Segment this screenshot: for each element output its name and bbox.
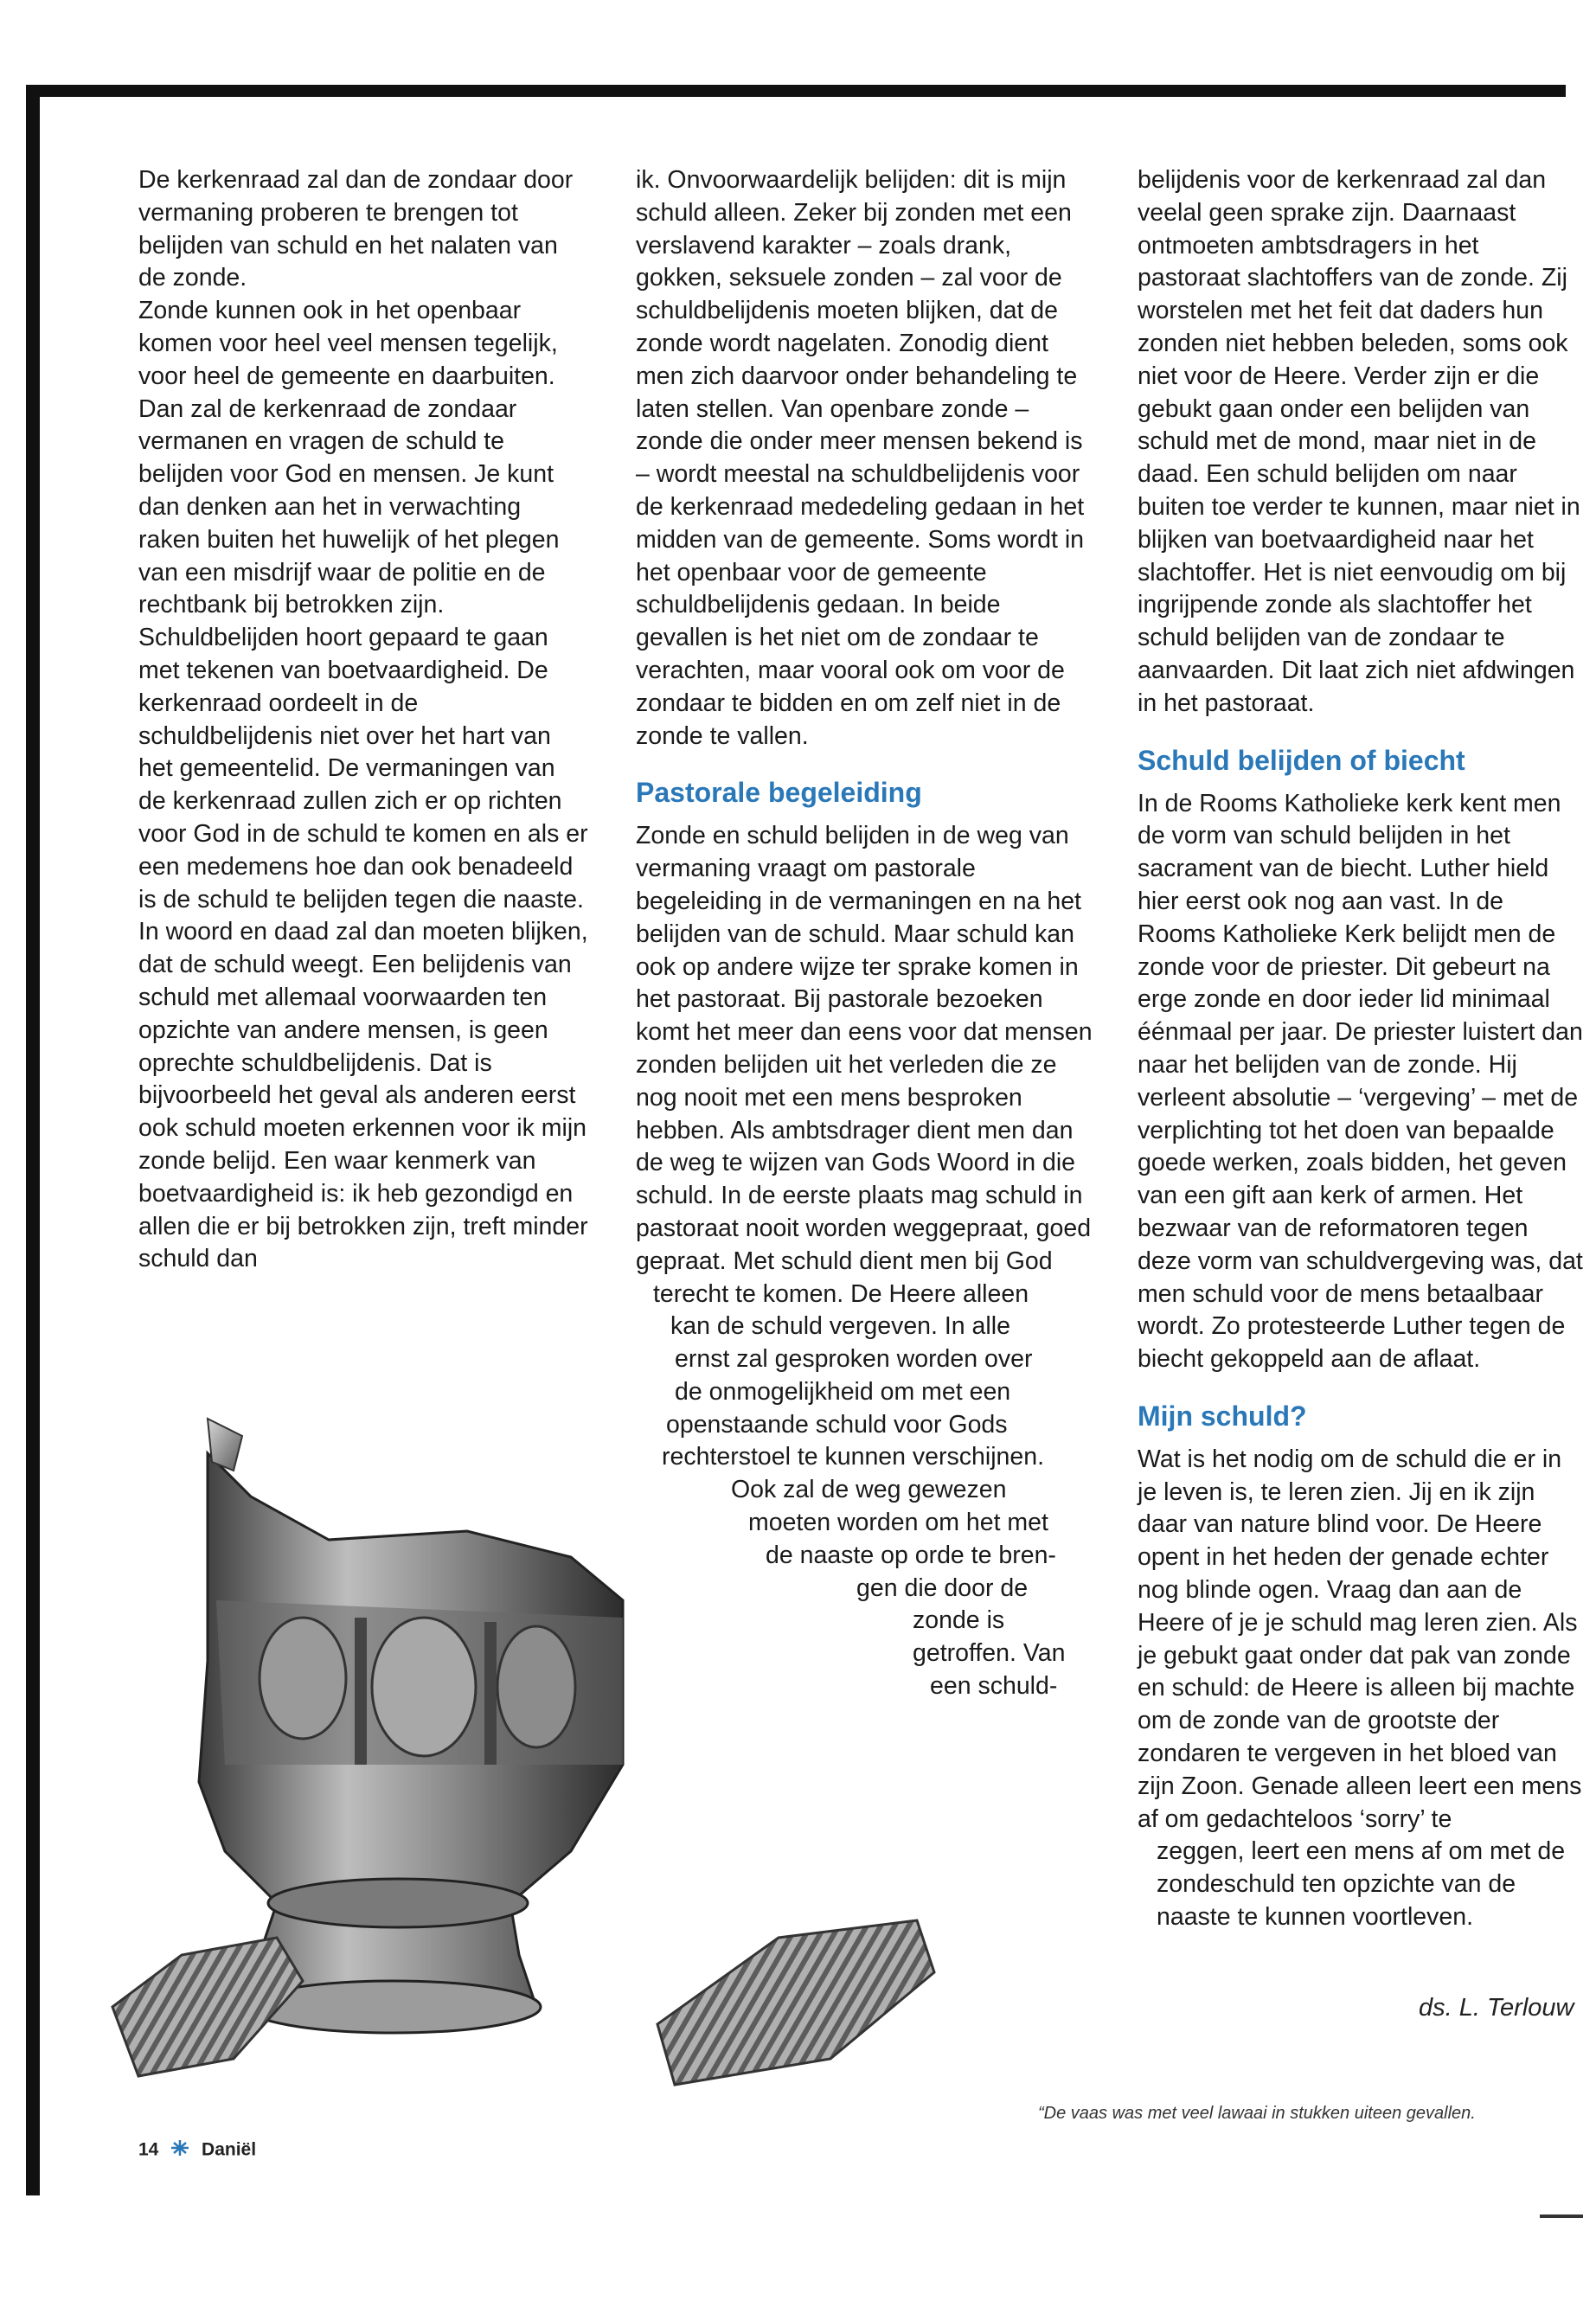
wrap-line: de naaste op orde te bren- [766, 1541, 1056, 1569]
top-border [26, 85, 1566, 97]
paragraph: belijdenis voor de kerkenraad zal dan veelal geen sprake zijn. Daarnaast ontmoeten ambtsdragers in het pastoraat slachtoffers van de zonde. Zij worstelen met het feit dat daders hun zonden niet hebben beleden, soms ook niet voor de Heere. Verder zijn er die gebukt gaan onder een belijden van schuld met de mond, maar niet in de daad. Een schuld belijden om naar buiten toe verder te kunnen, maar niet in blijken van boetvaardigheid naar het slachtoffer. Het is niet eenvoudig om bij ingrijpende zonde als slachtoffer het schuld belijden van de zondaar te aanvaarden. Dit laat zich niet afdwingen in het pastoraat. [1138, 166, 1580, 717]
wrap-line: ernst zal gesproken worden over [675, 1345, 1033, 1374]
paragraph: Wat is het nodig om de schuld die er in je leven is, te leren zien. Jij en ik zijn daar van nature blind voor. De Heere opent in het heden der genade echter nog blinde ogen. Vraag dan aan de Heere of je je schuld mag leren zien. Als je gebukt gaat onder dat pak van zonde en schuld: de Heere is alleen bij machte om de zonde van de grootste der zondaren te vergeven in het bloed van zijn Zoon. Genade alleen leert een mens af om gedachteloos ‘sorry’ te [1138, 1445, 1582, 1833]
paragraph: Zonde en schuld belijden in de weg van vermaning vraagt om pastorale begeleiding in de vermaningen en na het belijden van de schuld. Maar schuld kan ook op andere wijze ter sprake komen in het pastoraat. Bij pastorale bezoeken komt het meer dan eens voor dat mensen zonden belijden uit het verleden die ze nog nooit met een mens besproken hebben. Als ambtsdrager dient men dan de weg te wijzen van Gods Woord in die schuld. In de eerste plaats mag schuld in pastoraat nooit worden weggepraat, goed gepraat. Met schuld dient men bij God [636, 822, 1093, 1275]
paragraph: zeggen, leert een mens af om met de zondeschuld ten opzichte van de naaste te kunnen voortleven. [1157, 1837, 1566, 1932]
paragraph: Schuldbelijden hoort gepaard te gaan met tekenen van boetvaardigheid. De kerkenraad oordeelt in de schuldbelijdenis niet over het hart van het gemeentelid. De vermaningen van de kerkenraad zullen zich er op richten voor God in de schuld te komen en als er een medemens hoe dan ook benadeeld is de schuld te belijden tegen die naaste. In woord en daad zal dan moeten blijken, dat de schuld weegt. Een belijdenis van schuld met allemaal voorwaarden ten opzichte van andere mensen, is geen oprechte schuldbelijdenis. Dat is bijvoorbeeld het geval als anderen eerst ook schuld moeten erkennen voor ik mijn zonde belijd. Een waar kenmerk van boetvaardigheid is: ik heb gezondigd en allen die er bij betrokken zijn, treft minder schuld dan [138, 624, 588, 1273]
trim-mark [1540, 2214, 1583, 2218]
left-border [26, 85, 40, 2195]
column-3 [1138, 164, 1587, 1934]
wrap-line: een schuld- [930, 1672, 1058, 1701]
wrap-line: Ook zal de weg gewezen [731, 1476, 1007, 1504]
page-footer [138, 2138, 256, 2163]
wrap-line: kan de schuld vergeven. In alle [670, 1312, 1010, 1341]
shard-right [657, 1920, 934, 2085]
wrap-line: terecht te komen. De Heere alleen [653, 1279, 1029, 1308]
paragraph: Zonde kunnen ook in het openbaar komen voor heel veel mensen tegelijk, voor heel de gemeente en daarbuiten. Dan zal de kerkenraad de zondaar vermanen en vragen de schuld te belijden voor God en mensen. Je kunt dan denken aan het in verwachting raken buiten het huwelijk of het plegen van een misdrijf waar de politie en de rechtbank bij betrokken zijn. [138, 297, 560, 619]
wrap-line: de onmogelijkheid om met een [675, 1377, 1011, 1406]
page-number: 14 [138, 2139, 159, 2160]
shard-left [112, 1938, 303, 2076]
section-heading-mijn-schuld: Mijn schuld? [1138, 1400, 1307, 1432]
paragraph: ik. Onvoorwaardelijk belijden: dit is mijn schuld alleen. Zeker bij zonden met een verslavend karakter – zoals drank, gokken, seksuele zonden – zal voor de schuldbelijdenis moeten blijken, dat de zonde wordt nagelaten. Zonodig dient men zich daarvoor onder behandeling te laten stellen. Van openbare zonde – zonde die onder meer mensen bekend is – wordt meestal na schuldbelijdenis voor de kerkenraad mededeling gedaan in het midden van de gemeente. Soms wordt in het openbaar voor de gemeente schuldbelijdenis gedaan. In beide gevallen is het niet om de zondaar te verachten, maar vooral ook om voor de zondaar te bidden en om zelf niet in de zonde te vallen. [636, 166, 1085, 750]
section-heading-biecht: Schuld belijden of biecht [1138, 744, 1465, 776]
wrap-line: moeten worden om het met [748, 1509, 1048, 1537]
wrap-line: zonde is [913, 1606, 1005, 1635]
author-signature: ds. L. Terlouw [1419, 1994, 1574, 2022]
magazine-name: Daniël [202, 2139, 257, 2160]
wrap-line: getroffen. Van [913, 1639, 1066, 1668]
wrap-line: rechterstoel te kunnen verschijnen. [662, 1443, 1045, 1471]
photo-caption: “De vaas was met veel lawaai in stukken uiteen gevallen. [1038, 2104, 1476, 2123]
wrap-line: gen die door de [856, 1574, 1029, 1602]
section-heading-pastorale: Pastorale begeleiding [636, 777, 922, 809]
broken-vase-photo [104, 1401, 1073, 2093]
column-1 [138, 164, 588, 1276]
magazine-logo-icon [169, 2138, 191, 2163]
wrap-line: openstaande schuld voor Gods [666, 1410, 1008, 1439]
paragraph: De kerkenraad zal dan de zondaar door vermaning proberen te brengen tot belijden van schuld en het nalaten van de zonde. [138, 166, 574, 292]
paragraph: In de Rooms Katholieke kerk kent men de vorm van schuld belijden in het sacrament van de biecht. Luther hield hier eerst ook nog aan vast. In de Rooms Katholieke Kerk belijdt men de zonde voor de priester. Dit gebeurt na erge zonde en door ieder lid minimaal éénmaal per jaar. De priester luistert dan naar het belijden van de zonde. Hij verleent absolutie – ‘vergeving’ – met de verplichting tot het doen van bepaalde goede werken, zoals bidden, het geven van een gift aan kerk of armen. Het bezwaar van de reformatoren tegen deze vorm van schuldvergeving was, dat men schuld voor de mens betaalbaar wordt. Zo protesteerde Luther tegen de biecht gekoppeld aan de aflaat. [1138, 789, 1583, 1374]
